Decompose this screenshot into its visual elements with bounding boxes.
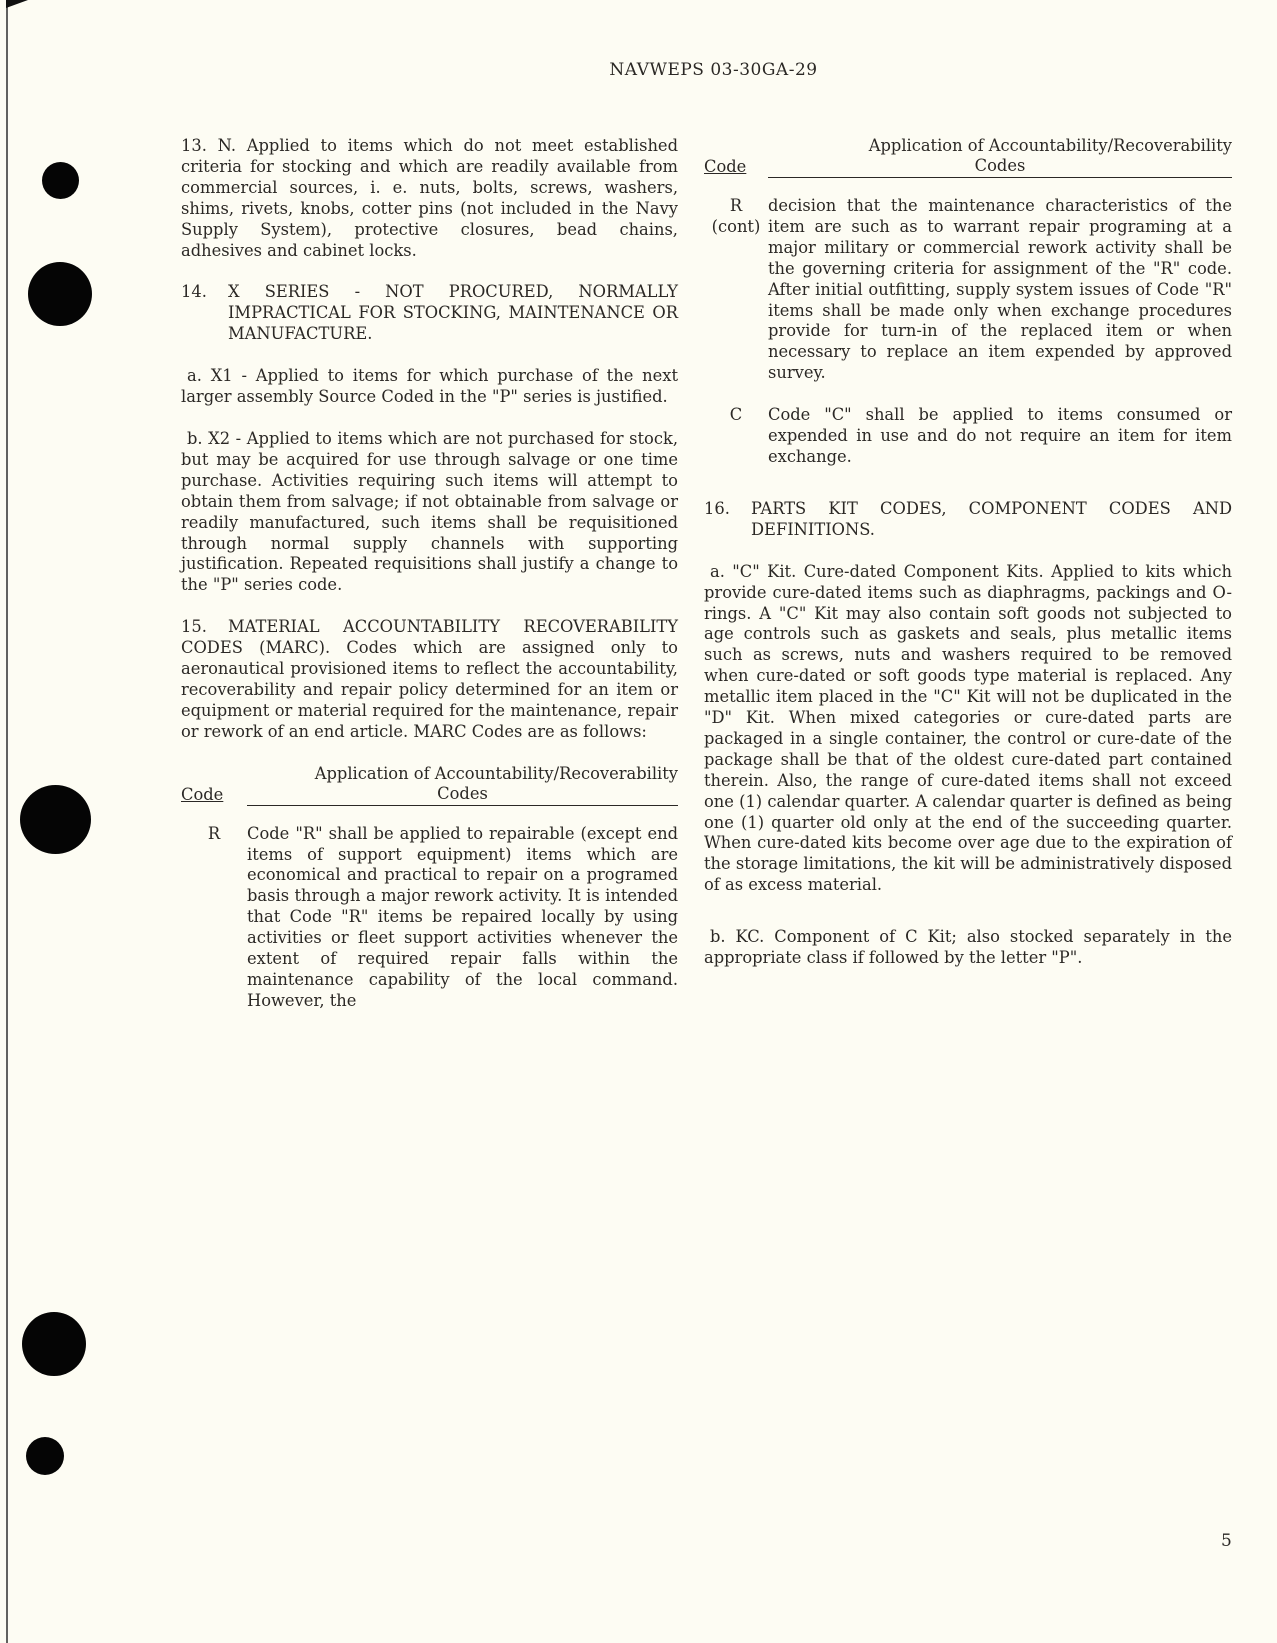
code-continued-label: (cont) — [711, 216, 761, 236]
binder-hole-large-middle — [20, 785, 91, 854]
section-heading: X SERIES - NOT PROCURED, NORMALLY IMPRACTICAL FOR STOCKING, MAINTENANCE OR MANUFACTURE. — [228, 282, 678, 344]
paragraph-14a: a. X1 - Applied to items for which purchase of the next larger assembly Source Coded in the "P" series is justified. — [181, 366, 678, 407]
paragraph-16-heading — [704, 499, 1232, 541]
paragraph-13: 13. N. Applied to items which do not meet established criteria for stocking and which are readily available from commercial sources, i. e. nuts, bolts, screws, washers, shims, rivets, knobs, cotter pins (not included in the Navy Supply System), protective closures, bead chains, adhesives and cabinet locks. — [181, 136, 678, 260]
marc-table-header — [181, 764, 678, 806]
code-value: R — [729, 196, 743, 215]
code-column-header: Code — [704, 157, 747, 177]
code-value: C — [729, 405, 743, 425]
code-cell — [704, 196, 768, 384]
marc-table-row — [181, 824, 678, 1012]
page-number: 5 — [1221, 1531, 1232, 1551]
application-cell: decision that the maintenance characteristics of the item are such as to warrant repair programing at a major military or commercial rework activity shall be the governing criteria for assignment of the "R" code. After initial outfitting, supply system issues of Code "R" items shall be made only when exchange procedures provide for turn-in of the replaced item or when necessary to replace an item expended by approved survey. — [768, 196, 1232, 383]
left-column — [181, 136, 678, 1033]
marc-table-row — [704, 405, 1232, 468]
running-head: NAVWEPS 03-30GA-29 — [609, 60, 818, 80]
section-heading: PARTS KIT CODES, COMPONENT CODES AND DEFINITIONS. — [751, 498, 1232, 539]
paragraph-16a: a. "C" Kit. Cure-dated Component Kits. Applied to kits which provide cure-dated items such as diaphragms, packings and O-rings. A "C" Kit may also contain soft goods not subjected to age controls such as gaskets and seals, plus metallic items such as screws, nuts and washers required to be removed when cure-dated or soft goods type material is replaced. Any metallic item placed in the "C" Kit will not be duplicated in the "D" Kit. When mixed categories or cure-dated parts are packaged in a single container, the control or cure-date of the package shall be that of the oldest cure-dated part contained therein. Also, the range of cure-dated items shall not exceed one (1) calendar quarter. A calendar quarter is defined as being one (1) quarter old only at the end of the succeeding quarter. When cure-dated kits become over age due to the expiration of the storage limitations, the kit will be administratively disposed of as excess material. — [704, 561, 1232, 895]
code-cell — [704, 405, 768, 468]
application-header-line1: Application of Accountability/Recoverability — [314, 763, 678, 783]
application-cell: Code "R" shall be applied to repairable (except end items of support equipment) items which are economical and practical to repair on a programed basis through a major rework activity. It is intended that Code "R" items be repaired locally by using activities or fleet support activities whenever the extent of required repair falls within the maintenance capability of the local command. However, the — [247, 823, 678, 1010]
code-cell — [181, 824, 247, 1012]
binder-hole-small-bottom — [26, 1437, 64, 1475]
paragraph-number: 15. — [181, 617, 207, 637]
right-column — [704, 136, 1232, 990]
marc-table-header-continued — [704, 136, 1232, 178]
paragraph-15 — [181, 617, 678, 742]
application-header-line2: Codes — [974, 156, 1026, 175]
page-edge-line — [6, 0, 8, 1643]
marc-table-row — [704, 196, 1232, 384]
paragraph-body: Codes which are assigned only to aeronautical provisioned items to reflect the accountability, recoverability and repair policy determined for an item or equipment or material required for the maintenance, repair or rework of an end article. MARC Codes are as follows: — [181, 638, 678, 741]
application-column-header — [768, 136, 1232, 178]
application-header-line2: Codes — [437, 783, 488, 803]
application-header-line1: Application of Accountability/Recoverability — [868, 136, 1232, 155]
paragraph-number: 14. — [181, 282, 207, 302]
section-heading: MATERIAL ACCOUNTABILITY RECOVERABILITY CODES (MARC). — [181, 617, 678, 658]
binder-hole-large-bottom — [22, 1312, 86, 1376]
code-value: R — [207, 823, 221, 843]
application-cell: Code "C" shall be applied to items consumed or expended in use and do not require an item for item exchange. — [768, 405, 1232, 466]
paragraph-14b: b. X2 - Applied to items which are not purchased for stock, but may be acquired for use through salvage or one time purchase. Activities requiring such items will attempt to obtain them from salvage; if not obtainable from salvage or readily manufactured, such items shall be requisitioned through normal supply channels with supporting justification. Repeated requisitions shall justify a change to the "P" series code. — [181, 428, 678, 595]
page-corner-mark — [6, 0, 28, 8]
application-column-header — [247, 764, 678, 806]
binder-hole-small-top — [42, 162, 79, 199]
paragraph-number: 16. — [704, 498, 730, 518]
code-column-header: Code — [181, 784, 224, 804]
paragraph-16b: b. KC. Component of C Kit; also stocked separately in the appropriate class if followed by the letter "P". — [704, 927, 1232, 968]
paragraph-14-heading — [181, 282, 678, 345]
binder-hole-large-top — [28, 262, 92, 326]
